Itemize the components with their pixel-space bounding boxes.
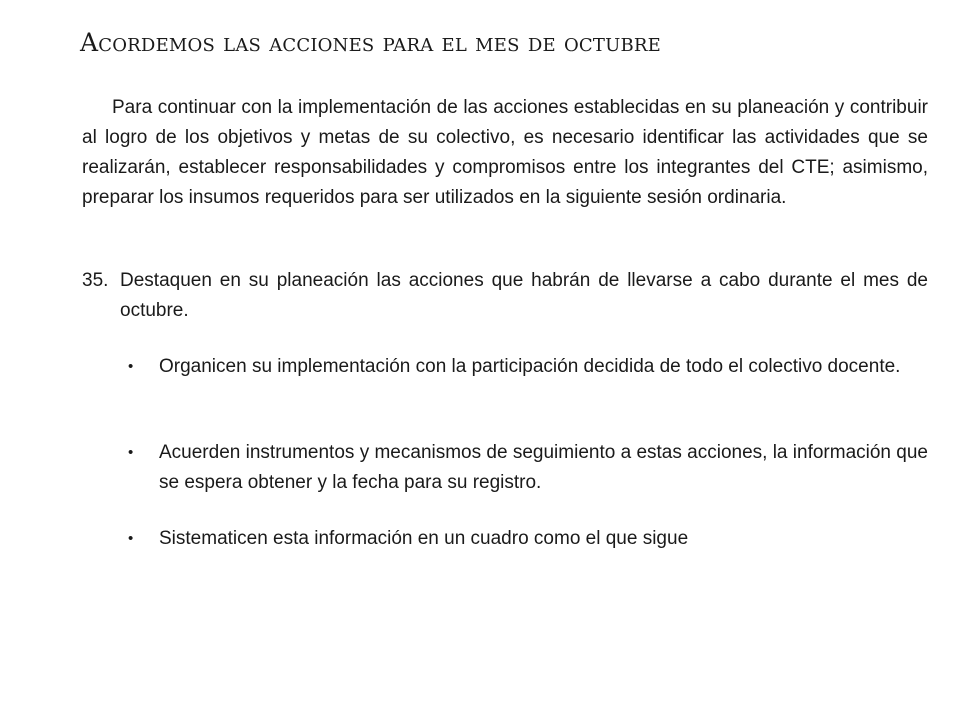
bullet-icon: • [128,444,134,461]
bullet-text: Acuerden instrumentos y mecanismos de seguimiento a estas acciones, la información que se espera obtener y la fecha para su registro. [159,442,928,493]
question-35 [82,266,928,326]
slide-title: Acordemos las acciones para el mes de octubre [80,28,661,57]
question-text: Destaquen en su planeación las acciones que habrán de llevarse a cabo durante el mes de octubre. [120,270,928,321]
intro-paragraph: Para continuar con la implementación de las acciones establecidas en su planeación y contribuir al logro de los objetivos y metas de su colectivo, es necesario identificar las actividades que se realizarán, establecer responsabilidades y compromisos entre los integrantes del CTE; asimismo, preparar los insumos requeridos para ser utilizados en la siguiente sesión ordinaria. [82,97,928,208]
bullet-text: Sistematicen esta información en un cuadro como el que sigue [159,528,689,549]
question-number: 35. [82,270,109,291]
bullet-item [128,352,928,382]
bullet-icon: • [128,358,134,375]
bullet-item [128,438,928,498]
bullet-text: Organicen su implementación con la participación decidida de todo el colectivo docente. [159,356,901,377]
bullet-item [128,524,928,554]
bullet-icon: • [128,530,134,547]
